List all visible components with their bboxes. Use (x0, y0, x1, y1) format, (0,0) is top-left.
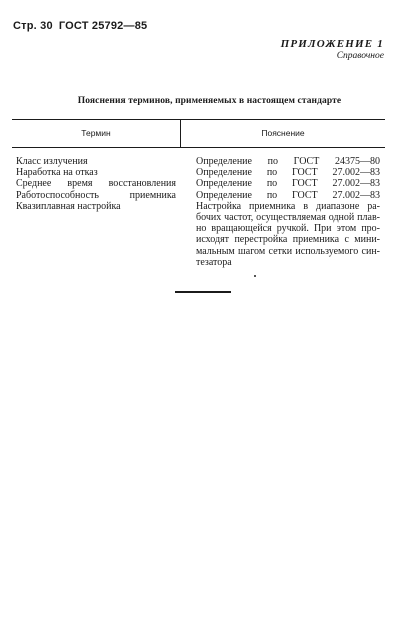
column-header-term: Термин (81, 128, 111, 138)
term-item: Квазиплавная настройка (16, 200, 121, 212)
end-rule (175, 291, 231, 293)
explanation-line: Определение по ГОСТ 27.002—83 (196, 189, 380, 201)
explanation-line: тезатора (196, 256, 232, 268)
print-speck (254, 275, 256, 277)
terms-column (16, 156, 176, 212)
explanation-line: Определение по ГОСТ 27.002—83 (196, 167, 380, 179)
appendix-subtitle: Справочное (336, 51, 384, 61)
standard-number: ГОСТ 25792—85 (58, 20, 148, 32)
explanation-line: Определение по ГОСТ 27.002—83 (196, 178, 380, 190)
explanations-column (196, 156, 380, 268)
explanation-line: но вращающейся ручкой. При этом про- (196, 223, 380, 235)
column-header-explanation: Пояснение (261, 128, 305, 138)
explanation-line: мальным шагом сетки используемого син- (196, 245, 380, 257)
term-item: Наработка на отказ (16, 167, 98, 179)
appendix-heading (281, 38, 384, 61)
term-item: Работоспособность приемника (16, 189, 176, 201)
term-item: Среднее время восстановления (16, 178, 176, 190)
table-title: Пояснения терминов, применяемых в настоящем стандарте (77, 96, 342, 106)
table-header-rule (12, 147, 385, 148)
explanation-line: Определение по ГОСТ 24375—80 (196, 156, 380, 167)
explanation-line: исходят перестройка приемника с мини- (196, 234, 380, 246)
page-number: Стр. 30 (13, 20, 53, 32)
term-item: Класс излучения (16, 156, 88, 167)
page-header (13, 20, 147, 32)
explanation-line: Настройка приемника в диапазоне ра- (196, 200, 380, 212)
explanation-line: бочих частот, осуществляемая одной плав- (196, 212, 380, 224)
table-top-rule (12, 119, 385, 120)
appendix-label: ПРИЛОЖЕНИЕ 1 (280, 38, 384, 50)
